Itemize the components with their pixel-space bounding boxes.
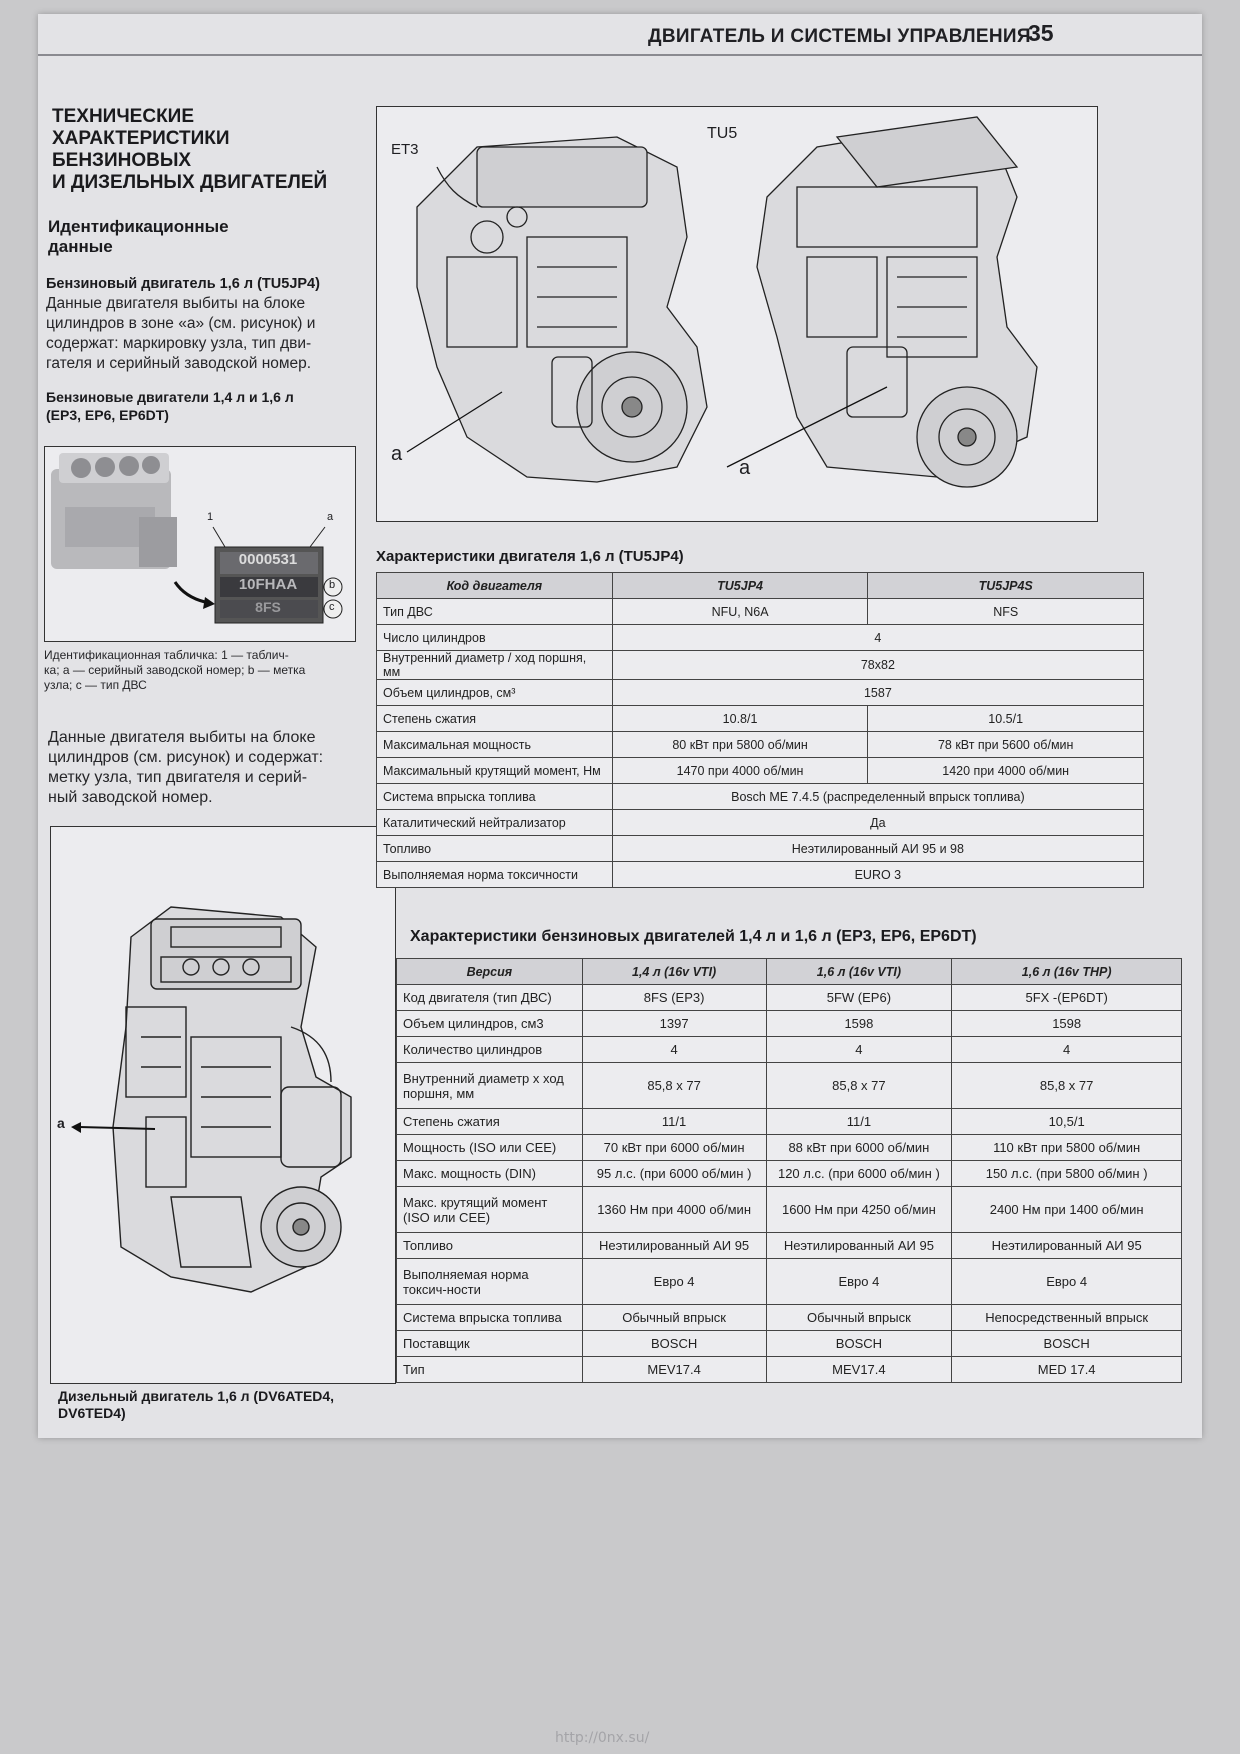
table-cell: 1587 [612, 680, 1143, 706]
table-cell: Неэтилированный АИ 95 [952, 1233, 1182, 1259]
et3-label: ET3 [391, 141, 419, 158]
table-cell: 85,8 х 77 [952, 1063, 1182, 1109]
table-cell: 78 кВт при 5600 об/мин [868, 732, 1144, 758]
column-header: 1,4 л (16v VTI) [582, 959, 766, 985]
tu5-text [46, 294, 346, 374]
row-label: Тип ДВС [377, 599, 613, 625]
table-row [397, 1063, 1182, 1109]
table-cell: EURO 3 [612, 862, 1143, 888]
caption-line: узла; с — тип ДВС [44, 678, 147, 692]
caption-line: ка; а — серийный заводской номер; b — метка [44, 663, 306, 677]
table-header-row [397, 959, 1182, 985]
plate-engine-type: 8FS [255, 599, 281, 615]
table-row [377, 810, 1144, 836]
table-row [377, 706, 1144, 732]
row-label: Объем цилиндров, см3 [397, 1011, 583, 1037]
diesel-callout-a: a [57, 1115, 65, 1131]
table-cell: 10.5/1 [868, 706, 1144, 732]
table-cell: 80 кВт при 5800 об/мин [612, 732, 868, 758]
ep-heading-line: Бензиновые двигатели 1,4 л и 1,6 л [46, 389, 294, 405]
table-cell: 4 [952, 1037, 1182, 1063]
table-cell: NFU, N6A [612, 599, 868, 625]
table-row [377, 680, 1144, 706]
tu5-block [46, 276, 346, 374]
row-label: Мощность (ISO или CEE) [397, 1135, 583, 1161]
table-cell: 150 л.с. (при 5800 об/мин ) [952, 1161, 1182, 1187]
table-cell: Неэтилированный АИ 95 [766, 1233, 952, 1259]
table-cell: Да [612, 810, 1143, 836]
table-cell: 1360 Нм при 4000 об/мин [582, 1187, 766, 1233]
table-cell: 4 [766, 1037, 952, 1063]
caption-line: Идентификационная табличка: 1 — таблич- [44, 648, 289, 662]
row-label: Количество цилиндров [397, 1037, 583, 1063]
table-cell: 4 [582, 1037, 766, 1063]
text-line: гателя и серийный заводской номер. [46, 355, 312, 372]
table-cell: Евро 4 [952, 1259, 1182, 1305]
table-row [377, 862, 1144, 888]
row-label: Система впрыска топлива [377, 784, 613, 810]
section-heading-line: И ДИЗЕЛЬНЫХ ДВИГАТЕЛЕЙ [52, 172, 328, 193]
ep-heading-line: (EP3, EP6, EP6DT) [46, 407, 169, 423]
callout-label-b: b [329, 579, 336, 591]
table-row [397, 1187, 1182, 1233]
table-cell: 78x82 [612, 651, 1143, 680]
table-cell: 11/1 [766, 1109, 952, 1135]
column-header: 1,6 л (16v THP) [952, 959, 1182, 985]
table-cell: Обычный впрыск [766, 1305, 952, 1331]
table-row [397, 1233, 1182, 1259]
diesel-engine-illustration [51, 827, 395, 1383]
table-cell: 88 кВт при 6000 об/мин [766, 1135, 952, 1161]
row-label: Макс. крутящий момент (ISO или CEE) [397, 1187, 583, 1233]
table-cell: 11/1 [582, 1109, 766, 1135]
table-cell: 85,8 х 77 [766, 1063, 952, 1109]
tu5-heading: Бензиновый двигатель 1,6 л (TU5JP4) [46, 276, 320, 292]
text-line: метку узла, тип двигателя и серий- [48, 769, 308, 786]
tu5-callout-a: a [739, 457, 751, 479]
table-cell: NFS [868, 599, 1144, 625]
table-cell: 1420 при 4000 об/мин [868, 758, 1144, 784]
row-label: Выполняемая норма токсич-ности [397, 1259, 583, 1305]
diesel-caption [58, 1388, 398, 1422]
row-label: Степень сжатия [377, 706, 613, 732]
table-row [397, 1135, 1182, 1161]
diesel-engine-figure [50, 826, 396, 1384]
table-row [397, 1161, 1182, 1187]
row-label: Внутренний диаметр х ход поршня, мм [397, 1063, 583, 1109]
plate-serial-number: 0000531 [238, 551, 298, 568]
row-label: Внутренний диаметр / ход поршня, мм [377, 651, 613, 680]
table-row [397, 985, 1182, 1011]
table-row [397, 1011, 1182, 1037]
row-label: Максимальный крутящий момент, Нм [377, 758, 613, 784]
table-cell: 95 л.с. (при 6000 об/мин ) [582, 1161, 766, 1187]
table-cell: BOSCH [582, 1331, 766, 1357]
text-line: ный заводской номер. [48, 789, 213, 806]
ep-text [48, 728, 358, 808]
table-cell: 70 кВт при 6000 об/мин [582, 1135, 766, 1161]
table-cell: Неэтилированный АИ 95 [582, 1233, 766, 1259]
row-label: Степень сжатия [397, 1109, 583, 1135]
table-cell: 5FW (EP6) [766, 985, 952, 1011]
table-cell: 1397 [582, 1011, 766, 1037]
row-label: Система впрыска топлива [397, 1305, 583, 1331]
header-divider [38, 54, 1202, 56]
table-cell: MED 17.4 [952, 1357, 1182, 1383]
et3-callout-a: a [391, 443, 403, 465]
row-label: Макс. мощность (DIN) [397, 1161, 583, 1187]
table-row [397, 1259, 1182, 1305]
table-cell: Bosch ME 7.4.5 (распределенный впрыск топлива) [612, 784, 1143, 810]
table-row [377, 758, 1144, 784]
et3-tu5-engines-illustration [377, 107, 1097, 521]
table-cell: BOSCH [766, 1331, 952, 1357]
table-cell: Непосредственный впрыск [952, 1305, 1182, 1331]
caption-line: DV6TED4) [58, 1405, 126, 1421]
column-header: Код двигателя [377, 573, 613, 599]
table-cell: 4 [612, 625, 1143, 651]
table-cell: 120 л.с. (при 6000 об/мин ) [766, 1161, 952, 1187]
tu5jp4-spec-table [376, 572, 1144, 888]
section-heading-line: БЕНЗИНОВЫХ [52, 150, 192, 171]
text-line: содержат: маркировку узла, тип дви- [46, 335, 312, 352]
table-cell: 1470 при 4000 об/мин [612, 758, 868, 784]
table-row [377, 732, 1144, 758]
table-row [377, 784, 1144, 810]
table-cell: MEV17.4 [766, 1357, 952, 1383]
running-header-title: ДВИГАТЕЛЬ И СИСТЕМЫ УПРАВЛЕНИЯ [648, 26, 1031, 47]
column-header: Версия [397, 959, 583, 985]
table-cell: 5FX -(EP6DT) [952, 985, 1182, 1011]
table-cell: Неэтилированный АИ 95 и 98 [612, 836, 1143, 862]
table-cell: Обычный впрыск [582, 1305, 766, 1331]
table-header-row [377, 573, 1144, 599]
table2-title: Характеристики бензиновых двигателей 1,4 л и 1,6 л (EP3, EP6, EP6DT) [410, 928, 977, 945]
ep-heading [46, 388, 346, 424]
engines-figure [376, 106, 1098, 522]
row-label: Выполняемая норма токсичности [377, 862, 613, 888]
table-cell: 10.8/1 [612, 706, 868, 732]
plate-unit-mark: 10FHAA [238, 576, 298, 593]
caption-line: Дизельный двигатель 1,6 л (DV6ATED4, [58, 1388, 335, 1404]
row-label: Максимальная мощность [377, 732, 613, 758]
subsection-heading-line: Идентификационные [48, 217, 229, 236]
table-cell: 1600 Нм при 4250 об/мин [766, 1187, 952, 1233]
column-header: TU5JP4 [612, 573, 868, 599]
table-cell: 1598 [766, 1011, 952, 1037]
row-label: Каталитический нейтрализатор [377, 810, 613, 836]
table-row [377, 625, 1144, 651]
table-cell: Евро 4 [582, 1259, 766, 1305]
text-line: цилиндров в зоне «а» (см. рисунок) и [46, 315, 316, 332]
subsection-heading-line: данные [48, 237, 113, 256]
row-label: Число цилиндров [377, 625, 613, 651]
ep-engines-spec-table [396, 958, 1182, 1383]
tu5-label: TU5 [707, 125, 738, 142]
table-cell: 110 кВт при 5800 об/мин [952, 1135, 1182, 1161]
table-cell: 2400 Нм при 1400 об/мин [952, 1187, 1182, 1233]
section-heading-line: ХАРАКТЕРИСТИКИ [52, 128, 230, 149]
table-cell: 8FS (EP3) [582, 985, 766, 1011]
text-line: Данные двигателя выбиты на блоке [46, 295, 306, 312]
section-heading-line: ТЕХНИЧЕСКИЕ [52, 106, 194, 127]
text-line: Данные двигателя выбиты на блоке [48, 729, 316, 746]
source-url[interactable]: http://0nx.su/ [555, 1730, 650, 1746]
row-label: Код двигателя (тип ДВС) [397, 985, 583, 1011]
table-cell: BOSCH [952, 1331, 1182, 1357]
table-cell: 10,5/1 [952, 1109, 1182, 1135]
page-number: 35 [1028, 20, 1054, 46]
manual-page [38, 14, 1202, 1438]
row-label: Тип [397, 1357, 583, 1383]
table-row [397, 1037, 1182, 1063]
text-line: цилиндров (см. рисунок) и содержат: [48, 749, 324, 766]
table-cell: 85,8 х 77 [582, 1063, 766, 1109]
id-plate-figure [44, 446, 356, 642]
table-row [397, 1357, 1182, 1383]
table-cell: Евро 4 [766, 1259, 952, 1305]
section-heading [52, 106, 352, 194]
table-row [397, 1109, 1182, 1135]
callout-label-c: c [329, 601, 335, 613]
table-cell: 1598 [952, 1011, 1182, 1037]
column-header: 1,6 л (16v VTI) [766, 959, 952, 985]
table1-title: Характеристики двигателя 1,6 л (TU5JP4) [376, 548, 684, 565]
subsection-heading [48, 217, 328, 257]
table-row [397, 1331, 1182, 1357]
callout-label-1: 1 [207, 511, 214, 523]
callout-label-a: a [327, 511, 334, 523]
table-row [377, 836, 1144, 862]
row-label: Поставщик [397, 1331, 583, 1357]
row-label: Топливо [377, 836, 613, 862]
row-label: Топливо [397, 1233, 583, 1259]
table-row [377, 651, 1144, 680]
table-row [397, 1305, 1182, 1331]
table-row [377, 599, 1144, 625]
column-header: TU5JP4S [868, 573, 1144, 599]
table-cell: MEV17.4 [582, 1357, 766, 1383]
plate-caption [44, 648, 354, 693]
row-label: Объем цилиндров, см³ [377, 680, 613, 706]
